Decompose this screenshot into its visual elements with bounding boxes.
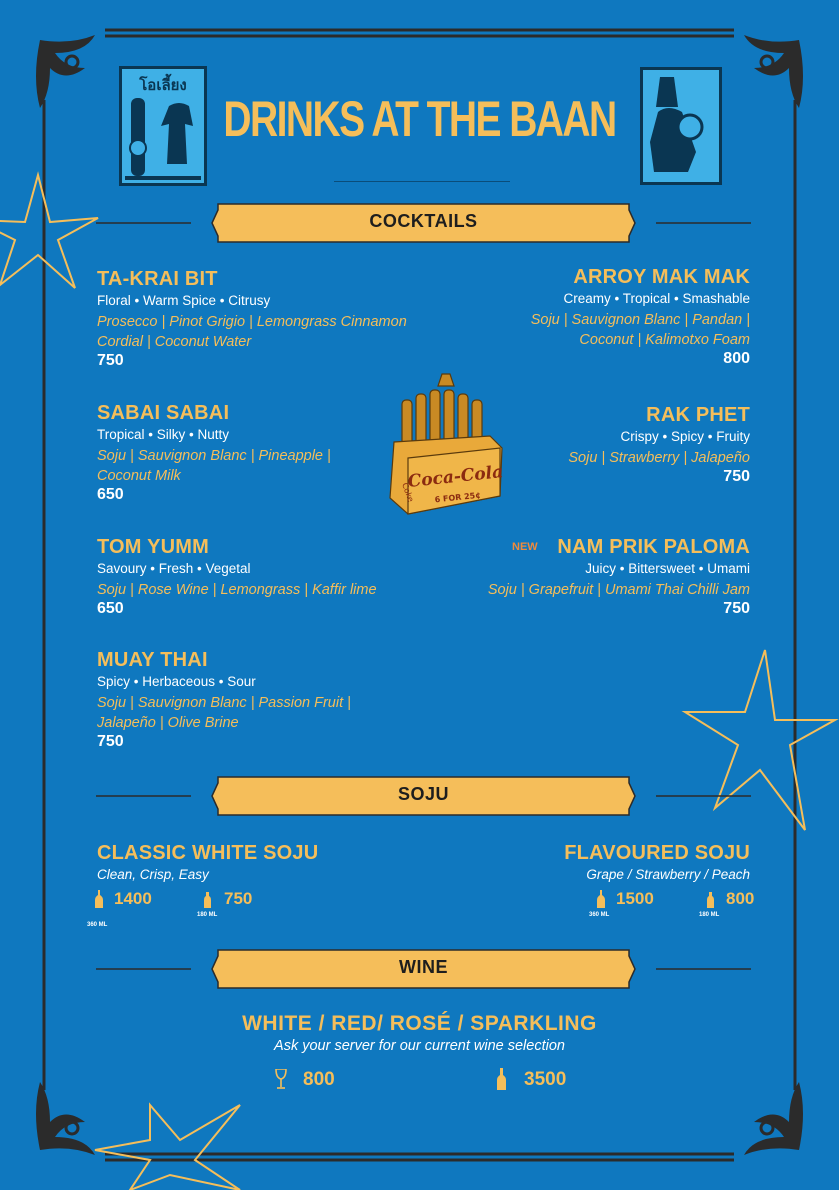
section-banner-cocktails	[96, 200, 751, 246]
soju-price-classic-large: 1400	[114, 889, 152, 908]
wine-bottle-icon	[497, 1068, 506, 1090]
cocktail-price-nam-prik-paloma: 750	[723, 600, 750, 617]
wine-types: WHITE / RED/ ROSÉ / SPARKLING	[242, 1012, 597, 1035]
svg-text:Coke: Coke	[400, 481, 416, 504]
cocktail-ingredients-ta-krai-bit	[97, 312, 417, 352]
wine-glass-icon	[275, 1069, 287, 1089]
cocktail-notes-arroy-mak-mak: Creamy • Tropical • Smashable	[563, 291, 750, 306]
small-bottle-icon	[707, 892, 714, 908]
cocktail-notes-nam-prik-paloma: Juicy • Bittersweet • Umami	[585, 561, 750, 576]
cocktail-notes-sabai-sabai: Tropical • Silky • Nutty	[97, 427, 229, 442]
soju-size-classic-large: 360 ML	[87, 922, 108, 928]
cocktail-notes-ta-krai-bit: Floral • Warm Spice • Citrusy	[97, 293, 271, 308]
wine-glass-price: 800	[303, 1069, 335, 1090]
wine-bottle-price: 3500	[524, 1069, 567, 1090]
corner-ornament-bottom-left	[36, 1082, 95, 1155]
soju-price-classic-small: 750	[224, 889, 253, 908]
svg-text:โอเลี้ยง: โอเลี้ยง	[139, 76, 187, 94]
cocktail-notes-muay-thai: Spicy • Herbaceous • Sour	[97, 674, 256, 689]
corner-ornament-bottom-right	[744, 1082, 803, 1155]
ingredient-line: Jalapeño | Olive Brine	[97, 715, 239, 731]
star-bottom-left	[95, 1105, 240, 1190]
svg-text:Coca-Cola: Coca-Cola	[406, 462, 504, 492]
cocktail-name-rak-phet: RAK PHET	[646, 404, 750, 426]
soju-name-classic: CLASSIC WHITE SOJU	[97, 842, 319, 864]
cocktail-notes-tom-yumm: Savoury • Fresh • Vegetal	[97, 561, 251, 576]
cocktail-ingredients-nam-prik-paloma	[470, 580, 750, 600]
page-title: DRINKS AT THE BAAN	[223, 91, 616, 147]
cocktail-name-arroy-mak-mak: ARROY MAK MAK	[573, 266, 750, 288]
section-title-cocktails: COCKTAILS	[369, 211, 478, 231]
soju-name-flavoured: FLAVOURED SOJU	[564, 842, 750, 864]
cocktail-name-nam-prik-paloma: NAM PRIK PALOMA	[557, 536, 750, 558]
title-divider	[334, 181, 510, 182]
cocktail-ingredients-tom-yumm	[97, 580, 397, 600]
soju-price-flavoured-large: 1500	[616, 889, 654, 908]
ingredient-line: Coconut | Kalimotxo Foam	[579, 332, 750, 348]
soju-notes-classic: Clean, Crisp, Easy	[97, 867, 209, 882]
cocktail-notes-rak-phet: Crispy • Spicy • Fruity	[620, 429, 750, 444]
cocktail-ingredients-sabai-sabai	[97, 446, 357, 486]
section-title-wine: WINE	[399, 957, 448, 977]
cocktail-name-muay-thai: MUAY THAI	[97, 649, 208, 671]
ingredient-line: Soju | Sauvignon Blanc | Passion Fruit |	[97, 695, 351, 711]
ingredient-line: Prosecco | Pinot Grigio | Lemongrass Cinnamon	[97, 314, 407, 330]
ingredient-line: Cordial | Coconut Water	[97, 334, 252, 350]
cocktail-price-tom-yumm: 650	[97, 600, 124, 617]
section-banner-wine	[96, 946, 751, 992]
wine-subtitle: Ask your server for our current wine selection	[274, 1038, 565, 1054]
small-bottle-icon	[204, 892, 211, 908]
corner-ornament-top-right	[744, 35, 803, 108]
soju-size-flavoured-large: 360 ML	[589, 912, 610, 918]
cocktail-ingredients-rak-phet	[510, 448, 750, 468]
cocktail-name-ta-krai-bit: TA-KRAI BIT	[97, 268, 218, 290]
section-banner-soju	[96, 773, 751, 819]
coca-cola-crate-illustration	[386, 372, 504, 518]
cocktail-name-sabai-sabai: SABAI SABAI	[97, 402, 230, 424]
ingredient-line: Soju | Strawberry | Jalapeño	[568, 450, 750, 466]
soju-size-flavoured-small: 180 ML	[699, 912, 720, 918]
soju-price-flavoured-small: 800	[726, 889, 755, 908]
ingredient-line: Soju | Sauvignon Blanc | Pineapple |	[97, 448, 331, 464]
soju-notes-flavoured: Grape / Strawberry / Peach	[586, 867, 750, 882]
section-title-soju: SOJU	[397, 784, 450, 804]
ingredient-line: Soju | Grapefruit | Umami Thai Chilli Jam	[487, 582, 750, 598]
svg-text:6 FOR 25¢: 6 FOR 25¢	[434, 490, 482, 505]
corner-ornament-top-left	[36, 35, 95, 108]
bottle-icon	[597, 890, 605, 908]
cocktail-name-tom-yumm: TOM YUMM	[97, 536, 209, 558]
cocktail-ingredients-arroy-mak-mak	[490, 310, 750, 350]
new-badge: NEW	[512, 541, 538, 553]
star-top-left	[0, 175, 98, 288]
cocktail-price-muay-thai: 750	[97, 733, 124, 750]
cocktail-price-sabai-sabai: 650	[97, 486, 124, 503]
ingredient-line: Soju | Rose Wine | Lemongrass | Kaffir lime	[97, 582, 377, 598]
ingredient-line: Soju | Sauvignon Blanc | Pandan |	[530, 312, 750, 328]
cocktail-price-arroy-mak-mak: 800	[723, 350, 750, 367]
soju-size-classic-small: 180 ML	[197, 912, 218, 918]
bottle-icon	[95, 890, 103, 908]
cocktail-price-rak-phet: 750	[723, 468, 750, 485]
cocktail-ingredients-muay-thai	[97, 693, 377, 733]
cocktail-price-ta-krai-bit: 750	[97, 352, 124, 369]
ingredient-line: Coconut Milk	[97, 468, 181, 484]
